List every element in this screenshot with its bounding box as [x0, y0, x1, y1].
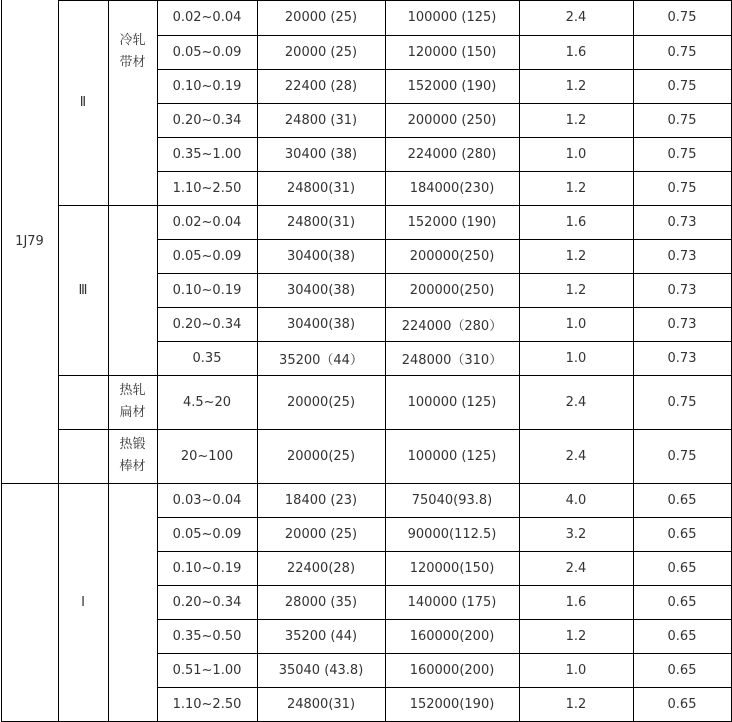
table-cell: 35200（44） — [279, 352, 363, 368]
level-cell — [58, 429, 108, 483]
table-cell: 24800(31) — [286, 214, 356, 230]
table-cell: 35040 (43.8) — [278, 662, 364, 678]
table-cell: 160000(200) — [409, 662, 495, 678]
form-cell: 冷轧 带材 — [119, 32, 146, 70]
table-cell: 1.2 — [565, 628, 587, 644]
column-rule — [257, 0, 258, 722]
table-cell: 0.10~0.19 — [172, 560, 242, 576]
column-rule — [1, 0, 2, 722]
level-cell — [58, 375, 108, 429]
table-cell: 0.75 — [667, 44, 697, 60]
table-cell: 30400(38) — [286, 316, 356, 332]
group-rule — [58, 483, 158, 484]
column-rule — [385, 0, 386, 722]
table-cell: 1.2 — [565, 78, 587, 94]
table-cell: 0.73 — [667, 248, 697, 264]
table-cell: 4.0 — [565, 492, 587, 508]
row-rule — [157, 35, 732, 36]
table-cell: 1.6 — [565, 44, 587, 60]
table-cell: 0.20~0.34 — [172, 112, 242, 128]
table-cell: 2.4 — [565, 448, 587, 464]
table-cell: 0.65 — [667, 526, 697, 542]
table-cell: 0.03~0.04 — [172, 492, 242, 508]
table-cell: 20000(25) — [286, 448, 356, 464]
level-cell: Ⅲ — [78, 282, 88, 298]
table-cell: 1.2 — [565, 112, 587, 128]
group-rule — [58, 429, 158, 430]
table-cell: 0.10~0.19 — [172, 78, 242, 94]
table-cell: 20000 (25) — [284, 526, 358, 542]
row-rule — [157, 653, 732, 654]
table-cell: 100000 (125) — [407, 10, 497, 25]
row-rule — [157, 69, 732, 70]
table-cell: 0.73 — [667, 282, 697, 298]
table-cell: 0.75 — [667, 394, 697, 410]
table-cell: 0.02~0.04 — [172, 10, 242, 25]
table-cell: 1.0 — [565, 662, 587, 678]
table-cell: 24800 (31) — [284, 112, 358, 128]
grade-rule — [1, 483, 59, 484]
row-rule — [157, 341, 732, 342]
table-cell: 0.73 — [667, 350, 697, 366]
table-cell: 1.2 — [565, 248, 587, 264]
table-cell: 1.0 — [565, 350, 587, 366]
table-cell: 0.05~0.09 — [172, 248, 242, 264]
row-rule — [157, 619, 732, 620]
table-cell: 75040(93.8) — [411, 492, 493, 508]
table-cell: 24800(31) — [286, 696, 356, 712]
row-rule — [157, 483, 732, 484]
table-cell: 100000 (125) — [407, 448, 497, 464]
column-rule — [157, 0, 158, 722]
column-rule — [108, 0, 109, 722]
table-cell: 152000 (190) — [407, 78, 497, 94]
table-cell: 0.20~0.34 — [172, 594, 242, 610]
table-cell: 0.73 — [667, 316, 697, 332]
table-cell: 0.65 — [667, 628, 697, 644]
column-rule — [519, 0, 520, 722]
row-rule — [157, 307, 732, 308]
table-cell: 1.6 — [565, 214, 587, 230]
table-cell: 28000 (35) — [284, 594, 358, 610]
table-cell: 0.65 — [667, 594, 697, 610]
table-cell: 18400 (23) — [284, 492, 358, 508]
table-cell: 200000(250) — [409, 282, 495, 298]
table-cell: 0.75 — [667, 448, 697, 464]
table-cell: 30400 (38) — [284, 146, 358, 162]
table-cell: 0.75 — [667, 112, 697, 128]
row-rule — [157, 137, 732, 138]
table-cell: 152000(190) — [409, 696, 495, 712]
table-cell: 1.0 — [565, 316, 587, 332]
table-cell: 2.4 — [565, 560, 587, 576]
table-cell: 90000(112.5) — [407, 526, 497, 542]
group-rule — [58, 0, 158, 1]
table-cell: 1.10~2.50 — [172, 696, 242, 712]
table-cell: 0.75 — [667, 180, 697, 196]
table-cell: 184000(230) — [409, 180, 495, 196]
row-rule — [157, 205, 732, 206]
table-cell: 0.05~0.09 — [172, 44, 242, 60]
table-cell: 1.6 — [565, 594, 587, 610]
row-rule — [157, 687, 732, 688]
row-rule — [157, 0, 732, 1]
table-cell: 20000 (25) — [284, 10, 358, 25]
row-rule — [157, 585, 732, 586]
table-cell: 120000 (150) — [407, 44, 497, 60]
table-cell: 100000 (125) — [407, 394, 497, 410]
table-cell: 0.35~0.50 — [172, 628, 242, 644]
table-cell: 224000 (280) — [407, 146, 497, 162]
row-rule — [157, 239, 732, 240]
table-cell: 0.65 — [667, 560, 697, 576]
table-cell: 0.65 — [667, 696, 697, 712]
table-cell: 1.2 — [565, 282, 587, 298]
table-cell: 0.75 — [667, 146, 697, 162]
table-cell: 160000(200) — [409, 628, 495, 644]
table-cell: 24800(31) — [286, 180, 356, 196]
row-rule — [157, 429, 732, 430]
table-cell: 248000（310） — [401, 352, 503, 368]
table-cell: 22400(28) — [286, 560, 356, 576]
table-cell: 0.02~0.04 — [172, 214, 242, 230]
table-cell: 20000(25) — [286, 394, 356, 410]
table-cell: 2.4 — [565, 394, 587, 410]
table-cell: 0.75 — [667, 10, 697, 25]
level-cell: Ⅰ — [81, 594, 85, 610]
table-cell: 3.2 — [565, 526, 587, 542]
table-cell: 0.20~0.34 — [172, 316, 242, 332]
table-cell: 4.5~20 — [182, 394, 232, 410]
table-cell: 20~100 — [180, 448, 234, 464]
table-cell: 1.0 — [565, 146, 587, 162]
table-cell: 35200 (44) — [284, 628, 358, 644]
level-cell: Ⅱ — [79, 95, 87, 110]
table-cell: 0.05~0.09 — [172, 526, 242, 542]
table-cell: 0.35 — [192, 350, 222, 366]
table-cell: 30400(38) — [286, 248, 356, 264]
table-cell: 0.75 — [667, 78, 697, 94]
table-cell: 0.51~1.00 — [172, 662, 242, 678]
table-cell: 1.2 — [565, 696, 587, 712]
group-rule — [58, 375, 158, 376]
row-rule — [157, 375, 732, 376]
table-cell: 1.10~2.50 — [172, 180, 242, 196]
table-cell: 0.10~0.19 — [172, 282, 242, 298]
row-rule — [157, 103, 732, 104]
table-cell: 22400 (28) — [284, 78, 358, 94]
row-rule — [157, 551, 732, 552]
table-cell: 0.65 — [667, 662, 697, 678]
grade-cell: 1J79 — [15, 234, 44, 249]
group-rule — [58, 205, 158, 206]
table-cell: 224000（280） — [401, 318, 503, 334]
table-cell: 200000 (250) — [407, 112, 497, 128]
table-cell: 1.2 — [565, 180, 587, 196]
table-cell: 2.4 — [565, 10, 587, 25]
row-rule — [157, 517, 732, 518]
form-cell: 热锻 棒材 — [119, 437, 146, 474]
row-rule — [157, 171, 732, 172]
table-cell: 140000 (175) — [407, 594, 497, 610]
table-cell: 152000 (190) — [407, 214, 497, 230]
table-cell: 0.35~1.00 — [172, 146, 242, 162]
column-rule — [633, 0, 634, 722]
grade-cell-empty — [1, 483, 58, 721]
table-cell: 0.73 — [667, 214, 697, 230]
column-rule — [58, 0, 59, 722]
table-cell: 0.65 — [667, 492, 697, 508]
form-cell: 热轧 扁材 — [119, 383, 146, 420]
table-cell: 120000(150) — [409, 560, 495, 576]
row-rule — [157, 273, 732, 274]
table-cell: 20000 (25) — [284, 44, 358, 60]
table-cell: 30400(38) — [286, 282, 356, 298]
table-cell: 200000(250) — [409, 248, 495, 264]
